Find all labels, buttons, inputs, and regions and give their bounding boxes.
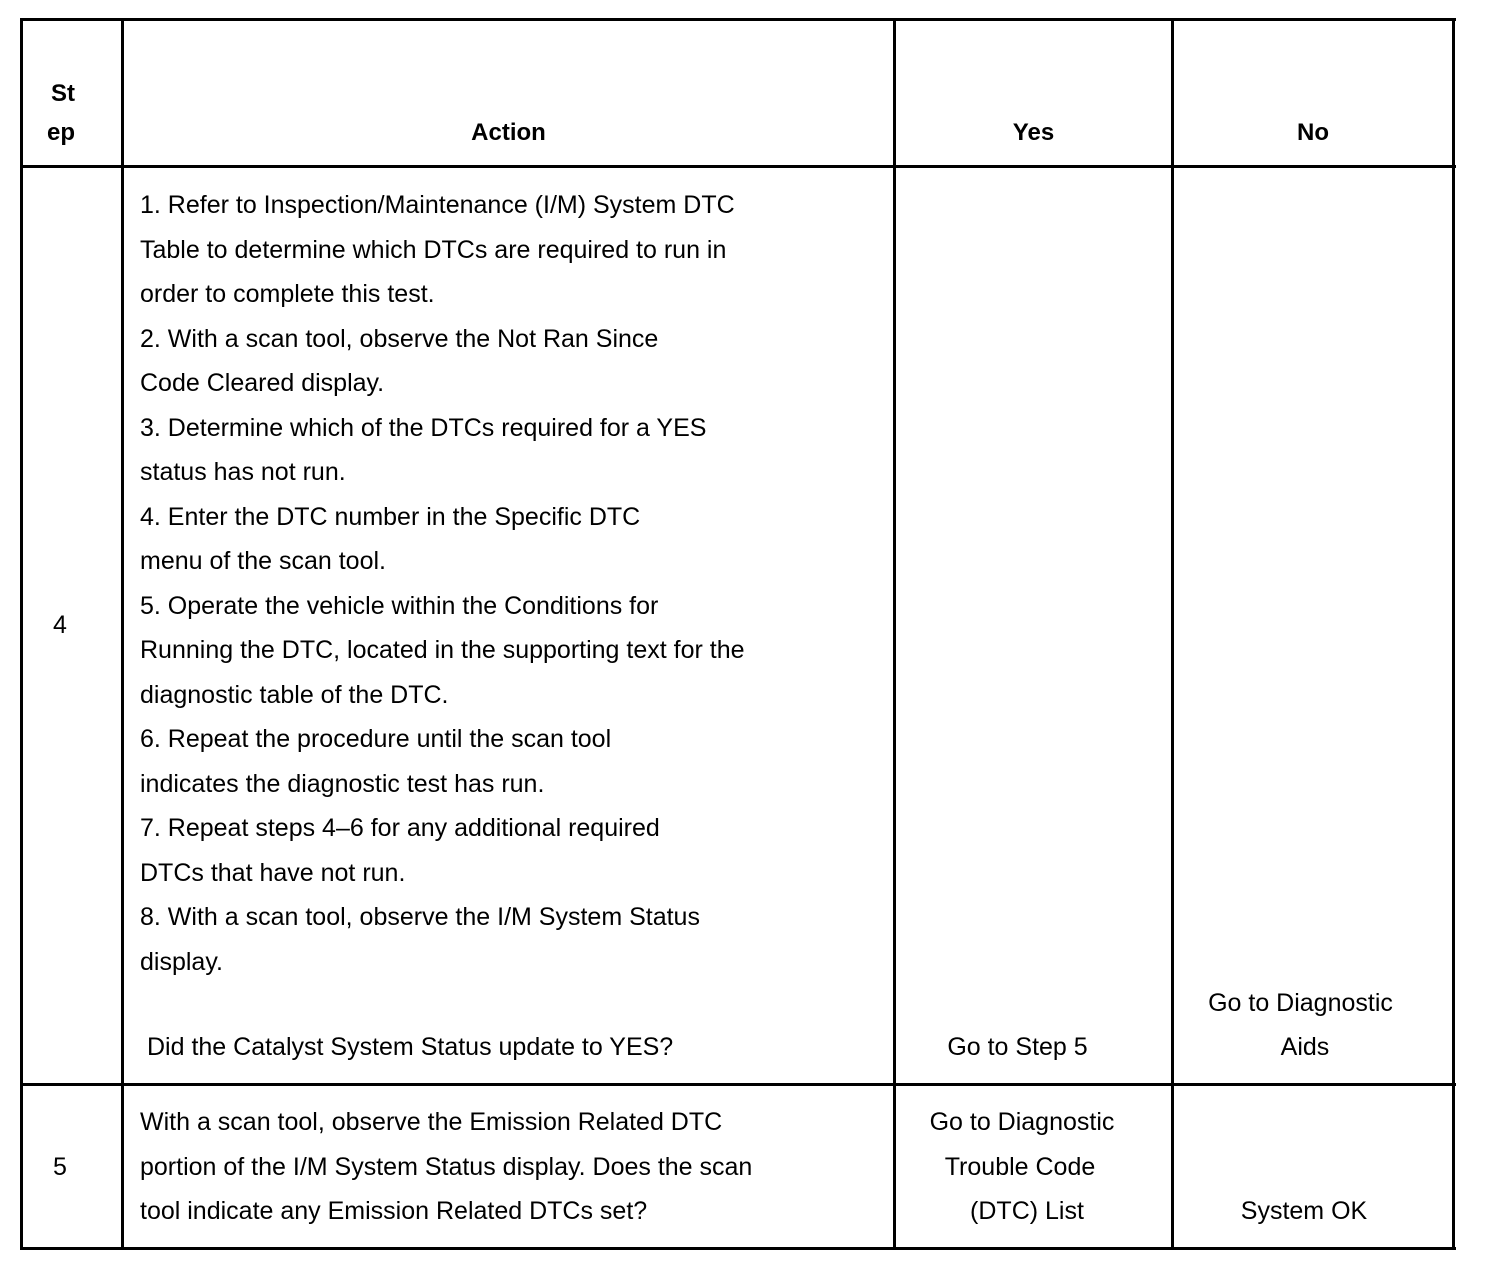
action-line: With a scan tool, observe the Emission Related DTC — [140, 1108, 723, 1136]
table-border-right — [1452, 18, 1455, 1250]
table-border-bottom — [20, 1247, 1456, 1250]
row-divider — [20, 1083, 1456, 1086]
action-line: Table to determine which DTCs are required to run in — [140, 236, 727, 264]
row-4-yes: Go to Step 5 — [947, 1033, 1088, 1061]
action-line: status has not run. — [140, 458, 346, 486]
action-line: order to complete this test. — [140, 280, 435, 308]
row-5-yes-line1: Go to Diagnostic — [929, 1108, 1115, 1136]
action-line: DTCs that have not run. — [140, 859, 406, 887]
header-action: Action — [471, 119, 546, 146]
action-line: 6. Repeat the procedure until the scan tool — [140, 725, 612, 753]
row-4-no-line2: Aids — [1280, 1033, 1330, 1061]
row-4-step: 4 — [53, 611, 67, 639]
row-5-step: 5 — [53, 1153, 67, 1181]
action-line: Code Cleared display. — [140, 369, 385, 397]
row-4-no-line1: Go to Diagnostic — [1208, 989, 1393, 1017]
action-line: 8. With a scan tool, observe the I/M System Status — [140, 903, 700, 931]
table-border-left — [20, 18, 23, 1250]
action-line: menu of the scan tool. — [140, 547, 386, 575]
action-line: 5. Operate the vehicle within the Conditions for — [140, 592, 659, 620]
row-5-yes-line3: (DTC) List — [970, 1197, 1084, 1225]
action-line: display. — [140, 948, 223, 976]
column-divider-step — [121, 18, 124, 1250]
action-line: 3. Determine which of the DTCs required for a YES — [140, 414, 707, 442]
action-line: 4. Enter the DTC number in the Specific DTC — [140, 503, 641, 531]
header-step-line1: St — [51, 80, 75, 107]
action-line: 1. Refer to Inspection/Maintenance (I/M) System DTC — [140, 191, 735, 219]
action-line: diagnostic table of the DTC. — [140, 681, 449, 709]
row-4-question: Did the Catalyst System Status update to YES? — [147, 1033, 674, 1061]
header-divider — [20, 165, 1456, 168]
action-line: Running the DTC, located in the supporting text for the — [140, 636, 745, 664]
action-line: 7. Repeat steps 4–6 for any additional required — [140, 814, 660, 842]
action-line: tool indicate any Emission Related DTCs set? — [140, 1197, 648, 1225]
header-step-line2: ep — [47, 119, 76, 146]
header-no: No — [1297, 119, 1329, 146]
table-border-top — [20, 18, 1456, 21]
action-line: portion of the I/M System Status display. Does the scan — [140, 1153, 753, 1181]
row-5-no: System OK — [1240, 1197, 1368, 1225]
action-line: indicates the diagnostic test has run. — [140, 770, 545, 798]
action-line: 2. With a scan tool, observe the Not Ran Since — [140, 325, 659, 353]
header-yes: Yes — [1012, 119, 1055, 146]
row-5-yes-line2: Trouble Code — [944, 1153, 1096, 1181]
